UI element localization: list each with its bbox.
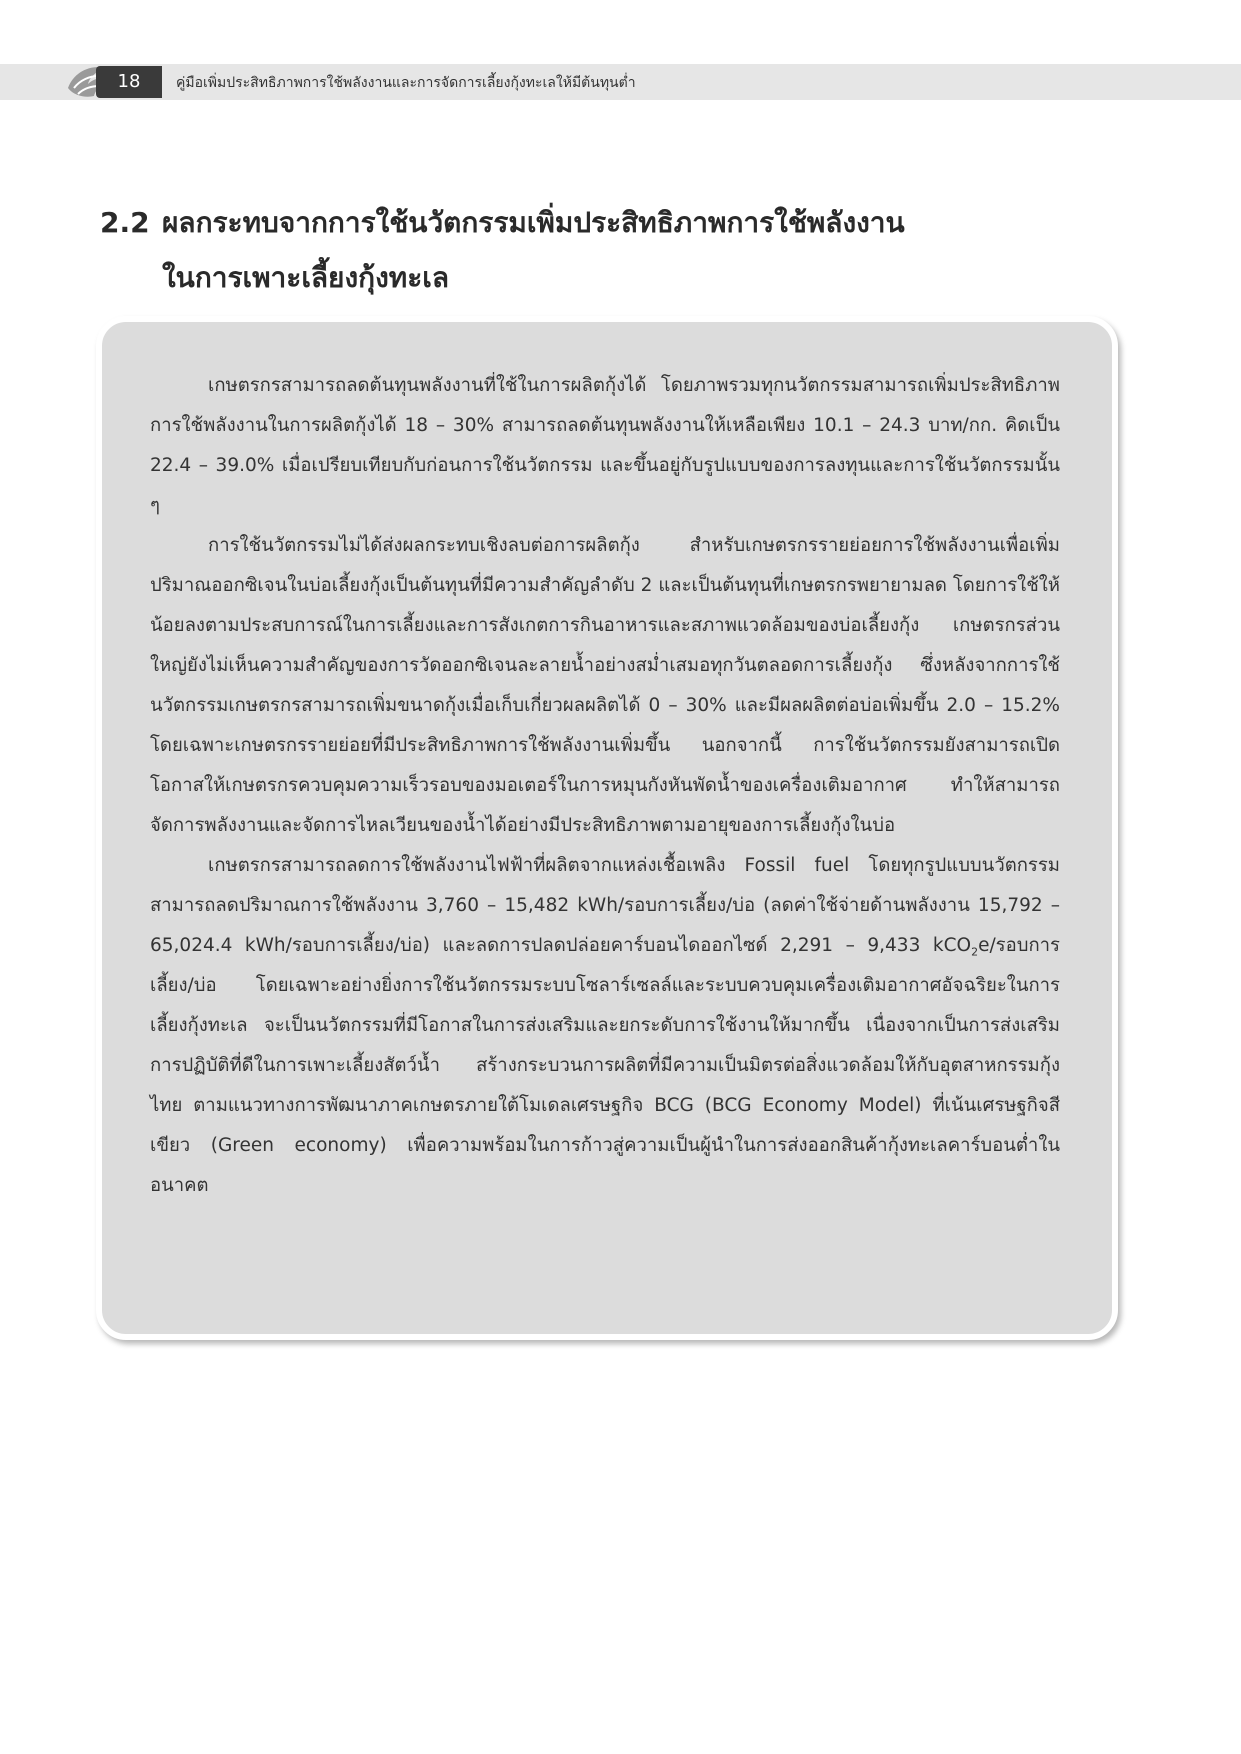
running-header-title: คู่มือเพิ่มประสิทธิภาพการใช้พลังงานและการจัดการเลี้ยงกุ้งทะเลให้มีต้นทุนต่ำ	[176, 75, 636, 91]
section-title-line1: ผลกระทบจากการใช้นวัตกรรมเพิ่มประสิทธิภาพการใช้พลังงาน	[162, 206, 905, 239]
paragraph-1: เกษตรกรสามารถลดต้นทุนพลังงานที่ใช้ในการผลิตกุ้งได้ โดยภาพรวมทุกนวัตกรรมสามารถเพิ่มประสิทธิภาพการใช้พลังงานในการผลิตกุ้งได้ 18 – 30% สามารถลดต้นทุนพลังงานให้เหลือเพียง 10.1 – 24.3 บาท/กก. คิดเป็น 22.4 – 39.0% เมื่อเปรียบเทียบกับก่อนการใช้นวัตกรรม และขึ้นอยู่กับรูปแบบของการลงทุนและการใช้นวัตกรรมนั้น ๆ	[150, 375, 1060, 516]
section-number: 2.2	[100, 206, 150, 239]
content-box	[96, 316, 1118, 1340]
section-title-line2: ในการเพาะเลี้ยงกุ้งทะเล	[162, 261, 449, 294]
paragraph-3	[150, 846, 1060, 1206]
body-text	[150, 366, 1060, 1206]
co2-subscript: 2	[971, 945, 979, 959]
paragraph-3-part1: เกษตรกรสามารถลดการใช้พลังงานไฟฟ้าที่ผลิตจากแหล่งเชื้อเพลิง Fossil fuel โดยทุกรูปแบบนวัตกรรมสามารถลดปริมาณการใช้พลังงาน 3,760 – 15,482 kWh/รอบการเลี้ยง/บ่อ (ลดค่าใช้จ่ายด้านพลังงาน 15,792 – 65,024.4 kWh/รอบการเลี้ยง/บ่อ) และลดการปลดปล่อยคาร์บอนไดออกไซด์ 2,291 – 9,433 kCO	[150, 855, 1060, 956]
paragraph-3-part2: e/รอบการเลี้ยง/บ่อ โดยเฉพาะอย่างยิ่งการใช้นวัตกรรมระบบโซลาร์เซลล์และระบบควบคุมเครื่องเติมอากาศอัจฉริยะในการเลี้ยงกุ้งทะเล จะเป็นนวัตกรรมที่มีโอกาสในการส่งเสริมและยกระดับการใช้งานให้มากขึ้น เนื่องจากเป็นการส่งเสริมการปฏิบัติที่ดีในการเพาะเลี้ยงสัตว์น้ำ สร้างกระบวนการผลิตที่มีความเป็นมิตรต่อสิ่งแวดล้อมให้กับอุตสาหกรรมกุ้งไทย ตามแนวทางการพัฒนาภาคเกษตรภายใต้โมเดลเศรษฐกิจ BCG (BCG Economy Model) ที่เน้นเศรษฐกิจสีเขียว (Green economy) เพื่อความพร้อมในการก้าวสู่ความเป็นผู้นำในการส่งออกสินค้ากุ้งทะเลคาร์บอนต่ำในอนาคต	[150, 935, 1060, 1196]
paragraph-2: การใช้นวัตกรรมไม่ได้ส่งผลกระทบเชิงลบต่อการผลิตกุ้ง สำหรับเกษตรกรรายย่อยการใช้พลังงานเพื่อเพิ่มปริมาณออกซิเจนในบ่อเลี้ยงกุ้งเป็นต้นทุนที่มีความสำคัญลำดับ 2 และเป็นต้นทุนที่เกษตรกรพยายามลด โดยการใช้ให้น้อยลงตามประสบการณ์ในการเลี้ยงและการสังเกตการกินอาหารและสภาพแวดล้อมของบ่อเลี้ยงกุ้ง เกษตรกรส่วนใหญ่ยังไม่เห็นความสำคัญของการวัดออกซิเจนละลายน้ำอย่างสม่ำเสมอทุกวันตลอดการเลี้ยงกุ้ง ซึ่งหลังจากการใช้นวัตกรรมเกษตรกรสามารถเพิ่มขนาดกุ้งเมื่อเก็บเกี่ยวผลผลิตได้ 0 – 30% และมีผลผลิตต่อบ่อเพิ่มขึ้น 2.0 – 15.2% โดยเฉพาะเกษตรกรรายย่อยที่มีประสิทธิภาพการใช้พลังงานเพิ่มขึ้น นอกจากนี้ การใช้นวัตกรรมยังสามารถเปิดโอกาสให้เกษตรกรควบคุมความเร็วรอบของมอเตอร์ในการหมุนกังหันพัดน้ำของเครื่องเติมอากาศ ทำให้สามารถจัดการพลังงานและจัดการไหลเวียนของน้ำได้อย่างมีประสิทธิภาพตามอายุของการเลี้ยงกุ้งในบ่อ	[150, 535, 1060, 836]
page-number: 18	[96, 66, 162, 98]
